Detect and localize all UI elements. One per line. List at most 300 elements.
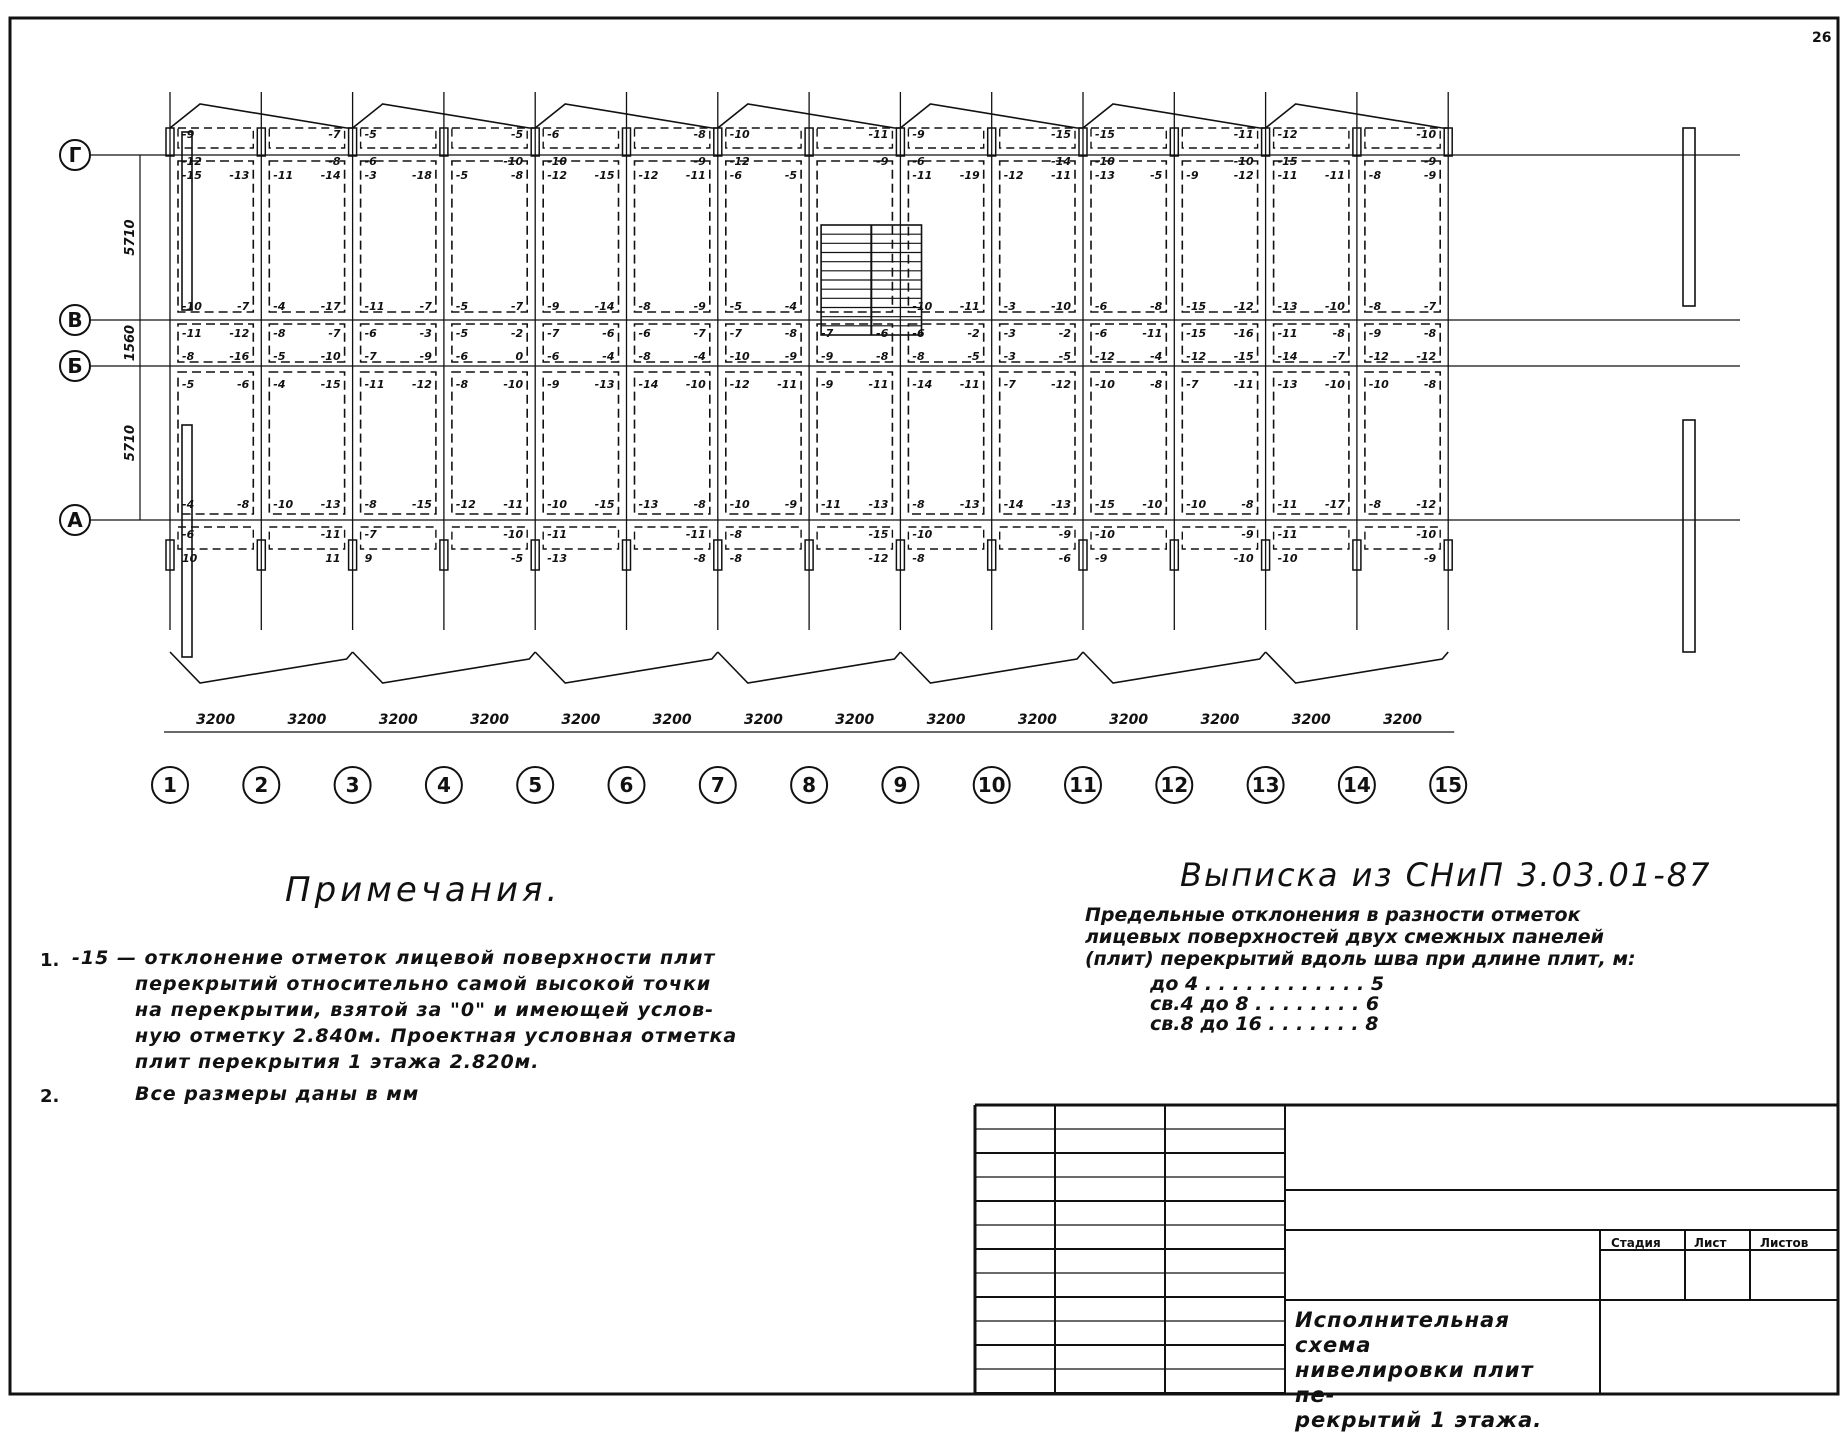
elevation-value: -11 xyxy=(821,498,841,511)
elevation-value: -6 xyxy=(237,378,250,391)
balcony-elevation-value: -9 xyxy=(182,128,195,141)
end-wall-left-bottom xyxy=(182,425,195,657)
note-1-line-3: на перекрытии, взятой за "0" и имеющей услов- xyxy=(135,999,715,1021)
balcony-elevation-value: -5 xyxy=(364,128,377,141)
elevation-value: -6 xyxy=(602,327,615,340)
balcony-elevation-value: -8 xyxy=(693,128,706,141)
stamp-title-line-3: рекрытий 1 этажа. xyxy=(1295,1408,1543,1432)
balcony-elevation-value: -9 xyxy=(1423,155,1437,168)
snip-row-label: св.8 до 16 . . . . . . . xyxy=(1150,1013,1359,1035)
elevation-value: -8 xyxy=(510,169,524,182)
axis-number-label: 10 xyxy=(977,773,1006,797)
elevation-value: -10 xyxy=(912,300,933,313)
elevation-value: -2 xyxy=(510,327,524,340)
elevation-value: -10 xyxy=(320,350,341,363)
snip-row-label: до 4 . . . . . . . . . . . . xyxy=(1150,973,1365,995)
elevation-value: -7 xyxy=(510,300,524,313)
balcony-elevation-value: -9 xyxy=(1241,528,1254,541)
elevation-value: -6 xyxy=(1095,300,1108,313)
elevation-value: -13 xyxy=(320,498,341,511)
balcony-outline-bottom xyxy=(900,652,1083,683)
slab-outline xyxy=(1274,372,1349,514)
balcony-outline-bottom xyxy=(353,652,536,683)
elevation-value: -8 xyxy=(638,350,651,363)
balcony-outline-bottom xyxy=(718,652,901,683)
end-wall-right-bottom xyxy=(1683,420,1695,652)
balcony-elevation-value: -11 xyxy=(320,528,341,541)
elevation-value: -8 xyxy=(182,350,195,363)
elevation-value: -8 xyxy=(1423,327,1437,340)
elevation-value: -4 xyxy=(273,300,286,313)
slab-outline xyxy=(1365,161,1440,312)
elevation-value: -9 xyxy=(1368,327,1382,340)
balcony-elevation-value: 10 xyxy=(182,552,198,565)
dimension-span-text: 3200 xyxy=(196,712,236,728)
balcony-elevation-value: -11 xyxy=(547,528,568,541)
elevation-value: -6 xyxy=(912,327,925,340)
axis-number-label: 12 xyxy=(1160,773,1189,797)
elevation-value: -6 xyxy=(729,169,743,182)
elevation-value: -3 xyxy=(1003,350,1016,363)
dimension-span-text: 3200 xyxy=(1291,712,1331,728)
elevation-value: -11 xyxy=(1325,169,1345,182)
elevation-value: -12 xyxy=(1233,169,1254,182)
elevation-value: -15 xyxy=(594,498,615,511)
elevation-value: -12 xyxy=(1051,378,1071,391)
elevation-value: -15 xyxy=(320,378,341,391)
balcony-elevation-value: -11 xyxy=(685,528,706,541)
elevation-value: -14 xyxy=(638,378,659,391)
elevation-value: -11 xyxy=(364,378,385,391)
stamp-title-line-1: Исполнительная схема xyxy=(1295,1308,1510,1357)
elevation-value: -7 xyxy=(237,300,250,313)
note-1-line-2: перекрытий относительно самой высокой точки xyxy=(135,973,712,995)
elevation-value: -12 xyxy=(547,169,568,182)
elevation-value: -14 xyxy=(912,378,933,391)
balcony-elevation-value: -10 xyxy=(1416,528,1437,541)
balcony-elevation-value: -12 xyxy=(182,155,202,168)
note-1-number: 1. xyxy=(40,950,60,971)
elevation-value: -10 xyxy=(1325,378,1345,391)
balcony-elevation-value: -8 xyxy=(693,552,706,565)
elevation-value: -13 xyxy=(1277,300,1298,313)
slab-outline xyxy=(1274,161,1349,312)
elevation-value: -4 xyxy=(693,350,706,363)
elevation-value: -5 xyxy=(455,327,469,340)
elevation-value: -7 xyxy=(1003,378,1016,391)
elevation-value: -9 xyxy=(821,350,834,363)
dimension-span-text: 3200 xyxy=(470,712,510,728)
elevation-value: -9 xyxy=(821,378,834,391)
elevation-value: -3 xyxy=(1003,300,1016,313)
elevation-value: -5 xyxy=(1058,350,1071,363)
balcony-elevation-value: -15 xyxy=(1277,155,1298,168)
elevation-value: 0 xyxy=(515,350,524,363)
elevation-value: -13 xyxy=(1095,169,1115,182)
elevation-value: -5 xyxy=(1150,169,1163,182)
elevation-value: -12 xyxy=(412,378,432,391)
note-2-number: 2. xyxy=(40,1086,60,1107)
snip-line-2: лицевых поверхностей двух смежных панелей xyxy=(1085,926,1604,948)
balcony-elevation-value: -8 xyxy=(328,155,341,168)
elevation-value: -10 xyxy=(1051,300,1071,313)
slab-outline xyxy=(817,372,892,514)
elevation-value: -17 xyxy=(1325,498,1345,511)
balcony-elevation-value: 11 xyxy=(325,552,341,565)
balcony-elevation-value: -10 xyxy=(1416,128,1437,141)
elevation-value: -12 xyxy=(638,169,659,182)
elevation-value: -10 xyxy=(729,498,750,511)
elevation-value: -13 xyxy=(229,169,250,182)
slab-outline xyxy=(543,372,618,514)
elevation-value: -4 xyxy=(784,300,798,313)
balcony-outline-bottom xyxy=(1083,652,1266,683)
axis-letter-label: А xyxy=(67,508,83,532)
axis-letter-label: В xyxy=(67,308,83,332)
snip-row-value: 8 xyxy=(1365,1013,1379,1035)
sheet-frame xyxy=(10,18,1838,1394)
balcony-elevation-value: -12 xyxy=(1277,128,1298,141)
elevation-value: -3 xyxy=(419,327,432,340)
note-2-text: Все размеры даны в мм xyxy=(135,1083,420,1105)
balcony-outline-bottom xyxy=(170,652,353,683)
balcony-elevation-value: -6 xyxy=(1058,552,1071,565)
elevation-value: -11 xyxy=(685,169,706,182)
elevation-value: -4 xyxy=(273,378,286,391)
elevation-value: -10 xyxy=(547,498,568,511)
elevation-value: -15 xyxy=(412,498,432,511)
axis-number-label: 3 xyxy=(345,773,360,797)
elevation-value: -13 xyxy=(1277,378,1298,391)
elevation-value: -8 xyxy=(1241,498,1254,511)
elevation-value: -11 xyxy=(1277,327,1298,340)
elevation-value: -15 xyxy=(1186,300,1207,313)
balcony-elevation-value: -10 xyxy=(1277,552,1298,565)
balcony-outline-bottom xyxy=(535,652,718,683)
balcony-elevation-value: -10 xyxy=(1095,528,1115,541)
balcony-elevation-value: -12 xyxy=(868,552,889,565)
axis-number-label: 4 xyxy=(436,773,451,797)
balcony-elevation-value: -15 xyxy=(1051,128,1071,141)
elevation-value: -8 xyxy=(1150,300,1163,313)
elevation-value: -7 xyxy=(1332,350,1345,363)
slab-outline xyxy=(635,372,710,514)
elevation-value: -11 xyxy=(1051,169,1071,182)
elevation-value: -9 xyxy=(547,300,560,313)
elevation-value: -8 xyxy=(273,327,286,340)
axis-number-label: 1 xyxy=(163,773,177,797)
elevation-value: -11 xyxy=(1277,498,1298,511)
balcony-elevation-value: -10 xyxy=(912,528,933,541)
slab-outline xyxy=(1000,372,1075,514)
elevation-value: -7 xyxy=(729,327,743,340)
balcony-elevation-value: -11 xyxy=(1233,128,1254,141)
elevation-value: -7 xyxy=(1186,378,1199,391)
elevation-value: -13 xyxy=(959,498,980,511)
elevation-value: -5 xyxy=(455,169,469,182)
balcony-elevation-value: -7 xyxy=(364,528,377,541)
balcony-elevation-value: -8 xyxy=(729,552,743,565)
elevation-value: -11 xyxy=(959,378,980,391)
elevation-value: -14 xyxy=(594,300,615,313)
elevation-value: -11 xyxy=(364,300,385,313)
axis-number-label: 14 xyxy=(1342,773,1371,797)
axis-number-label: 13 xyxy=(1251,773,1280,797)
slab-outline xyxy=(269,372,344,514)
elevation-value: -5 xyxy=(455,300,469,313)
axis-letter-label: Г xyxy=(68,143,82,167)
balcony-elevation-value: -9 xyxy=(912,128,925,141)
slab-outline xyxy=(908,372,983,514)
balcony-elevation-value: -6 xyxy=(547,128,560,141)
elevation-value: -8 xyxy=(912,350,925,363)
elevation-value: -3 xyxy=(364,169,377,182)
snip-row-value: 5 xyxy=(1370,973,1385,995)
elevation-value: -7 xyxy=(1423,300,1437,313)
elevation-value: -5 xyxy=(729,300,743,313)
elevation-value: -11 xyxy=(1233,378,1254,391)
balcony-elevation-value: -14 xyxy=(1051,155,1071,168)
elevation-value: -10 xyxy=(1186,498,1207,511)
elevation-value: -8 xyxy=(1368,498,1382,511)
dimension-span-text: 3200 xyxy=(926,712,966,728)
elevation-value: -4 xyxy=(602,350,615,363)
balcony-elevation-value: -9 xyxy=(1095,552,1108,565)
elevation-value: -8 xyxy=(1150,378,1163,391)
elevation-value: -10 xyxy=(1142,498,1163,511)
axis-number-label: 8 xyxy=(802,773,817,797)
snip-row-label: св.4 до 8 . . . . . . . . xyxy=(1150,993,1360,1015)
elevation-value: -5 xyxy=(967,350,980,363)
balcony-elevation-value: -8 xyxy=(729,528,743,541)
elevation-value: -5 xyxy=(273,350,286,363)
balcony-elevation-value: -6 xyxy=(182,528,195,541)
elevation-value: -7 xyxy=(693,327,706,340)
elevation-value: -15 xyxy=(1233,350,1254,363)
elevation-value: -9 xyxy=(547,378,560,391)
slab-outline xyxy=(726,372,801,514)
note-1-line-4: ную отметку 2.840м. Проектная условная отметка xyxy=(135,1025,738,1047)
balcony-elevation-value: 9 xyxy=(364,552,373,565)
dimension-span-text: 3200 xyxy=(378,712,418,728)
slab-outline xyxy=(1091,161,1166,312)
elevation-value: -12 xyxy=(1416,350,1437,363)
snip-text xyxy=(1085,904,1745,970)
balcony-elevation-value: -6 xyxy=(912,155,925,168)
elevation-value: -6 xyxy=(876,327,889,340)
snip-line-1: Предельные отклонения в разности отметок xyxy=(1085,904,1581,926)
elevation-value: -8 xyxy=(364,498,377,511)
elevation-value: -8 xyxy=(1368,169,1382,182)
slab-outline xyxy=(726,161,801,312)
axis-number-label: 6 xyxy=(619,773,634,797)
elevation-value: -9 xyxy=(1186,169,1199,182)
snip-row-value: 6 xyxy=(1365,993,1380,1015)
elevation-value: -8 xyxy=(912,498,925,511)
notes-title: Примечания. xyxy=(285,870,562,910)
elevation-value: -12 xyxy=(455,498,476,511)
elevation-value: -12 xyxy=(1186,350,1207,363)
axis-letter-label: Б xyxy=(67,354,83,378)
dimension-vertical-text: 5710 xyxy=(123,219,138,256)
elevation-value: -6 xyxy=(364,327,377,340)
elevation-value: -8 xyxy=(455,378,469,391)
dimension-span-text: 3200 xyxy=(743,712,783,728)
elevation-value: -10 xyxy=(503,378,524,391)
elevation-value: -9 xyxy=(1423,169,1437,182)
axis-number-label: 9 xyxy=(893,773,908,797)
elevation-value: -12 xyxy=(1003,169,1024,182)
balcony-elevation-value: -10 xyxy=(503,155,524,168)
elevation-value: -10 xyxy=(1368,378,1389,391)
elevation-value: -12 xyxy=(729,378,750,391)
slab-outline xyxy=(269,161,344,312)
balcony-elevation-value: -9 xyxy=(1423,552,1437,565)
elevation-value: -14 xyxy=(1003,498,1024,511)
elevation-value: -8 xyxy=(693,498,706,511)
slab-outline xyxy=(452,372,527,514)
balcony-elevation-value: -15 xyxy=(1095,128,1115,141)
slab-outline xyxy=(452,161,527,312)
elevation-value: -8 xyxy=(1332,327,1345,340)
elevation-value: -17 xyxy=(320,300,341,313)
slab-outline xyxy=(361,372,436,514)
balcony-elevation-value: -10 xyxy=(503,528,524,541)
dimension-span-text: 3200 xyxy=(1109,712,1149,728)
elevation-value: -15 xyxy=(182,169,202,182)
balcony-elevation-value: -10 xyxy=(1233,155,1254,168)
dimension-span-text: 3200 xyxy=(1200,712,1240,728)
balcony-elevation-value: -6 xyxy=(364,155,377,168)
elevation-value: -13 xyxy=(868,498,889,511)
dimension-vertical-text: 1560 xyxy=(123,324,138,362)
elevation-value: -14 xyxy=(320,169,341,182)
snip-line-3: (плит) перекрытий вдоль шва при длине плит, м: xyxy=(1085,948,1636,970)
elevation-value: -2 xyxy=(1058,327,1071,340)
balcony-elevation-value: -10 xyxy=(1095,155,1115,168)
elevation-value: -13 xyxy=(1051,498,1071,511)
axis-number-label: 15 xyxy=(1434,773,1463,797)
axis-number-label: 5 xyxy=(528,773,543,797)
balcony-elevation-value: -8 xyxy=(912,552,925,565)
axis-number-label: 11 xyxy=(1069,773,1097,797)
elevation-value: -12 xyxy=(1368,350,1389,363)
slab-outline xyxy=(1091,372,1166,514)
elevation-value: -9 xyxy=(419,350,432,363)
snip-row-1 xyxy=(1150,973,1384,995)
balcony-elevation-value: -5 xyxy=(510,552,524,565)
elevation-value: -15 xyxy=(594,169,615,182)
elevation-value: -15 xyxy=(1186,327,1207,340)
elevation-value: -11 xyxy=(1277,169,1298,182)
stamp-title-line-2: нивелировки плит пе- xyxy=(1295,1358,1534,1407)
page-number: 26 xyxy=(1812,30,1832,46)
elevation-value: -6 xyxy=(638,327,651,340)
elevation-value: -9 xyxy=(784,350,798,363)
snip-row-2 xyxy=(1150,993,1379,1015)
elevation-value: -12 xyxy=(1095,350,1115,363)
balcony-elevation-value: -5 xyxy=(510,128,524,141)
slab-outline xyxy=(1000,161,1075,312)
elevation-value: -11 xyxy=(959,300,980,313)
stamp-header-sheets: Листов xyxy=(1760,1236,1809,1250)
balcony-elevation-value: -9 xyxy=(1058,528,1071,541)
dimension-span-text: 3200 xyxy=(287,712,327,728)
elevation-value: -8 xyxy=(784,327,798,340)
elevation-value: -4 xyxy=(182,498,195,511)
elevation-value: -3 xyxy=(1003,327,1016,340)
elevation-value: -8 xyxy=(876,350,889,363)
elevation-value: -5 xyxy=(784,169,798,182)
elevation-value: -11 xyxy=(182,327,202,340)
balcony-elevation-value: -13 xyxy=(547,552,568,565)
balcony-elevation-value: -10 xyxy=(729,128,750,141)
balcony-elevation-value: -9 xyxy=(693,155,706,168)
note-1-line-5: плит перекрытия 1 этажа 2.820м. xyxy=(135,1051,540,1073)
elevation-value: -7 xyxy=(821,327,834,340)
elevation-value: -11 xyxy=(273,169,294,182)
elevation-value: -7 xyxy=(328,327,341,340)
elevation-value: -16 xyxy=(229,350,250,363)
elevation-value: -12 xyxy=(229,327,250,340)
elevation-value: -5 xyxy=(182,378,195,391)
elevation-value: -7 xyxy=(364,350,377,363)
elevation-value: -11 xyxy=(777,378,798,391)
elevation-value: -9 xyxy=(784,498,798,511)
dimension-span-text: 3200 xyxy=(652,712,692,728)
stamp-header-sheet: Лист xyxy=(1694,1236,1727,1250)
stamp-title xyxy=(1295,1308,1570,1433)
balcony-elevation-value: -15 xyxy=(868,528,889,541)
elevation-value: -8 xyxy=(237,498,250,511)
dimension-span-text: 3200 xyxy=(561,712,601,728)
elevation-value: -11 xyxy=(503,498,524,511)
elevation-value: -10 xyxy=(685,378,706,391)
elevation-value: -8 xyxy=(1423,378,1437,391)
elevation-value: -8 xyxy=(1368,300,1382,313)
elevation-value: -11 xyxy=(1142,327,1163,340)
elevation-value: -14 xyxy=(1277,350,1298,363)
axis-number-label: 7 xyxy=(710,773,725,797)
elevation-value: -11 xyxy=(868,378,889,391)
dimension-span-text: 3200 xyxy=(835,712,875,728)
note-1-line-1: -15 — отклонение отметок лицевой поверхности плит xyxy=(72,947,716,969)
elevation-value: -7 xyxy=(547,327,560,340)
elevation-value: -19 xyxy=(959,169,980,182)
dimension-vertical-text: 5710 xyxy=(123,424,138,462)
elevation-value: -4 xyxy=(1150,350,1163,363)
dimension-span-text: 3200 xyxy=(1017,712,1057,728)
slab-outline xyxy=(543,161,618,312)
stamp-header-stage: Стадия xyxy=(1611,1236,1661,1250)
dimension-span-text: 3200 xyxy=(1383,712,1423,728)
floor-plan xyxy=(60,92,1740,803)
elevation-value: -10 xyxy=(182,300,202,313)
balcony-elevation-value: -9 xyxy=(876,155,889,168)
elevation-value: -8 xyxy=(638,300,651,313)
slab-outline xyxy=(178,161,253,312)
elevation-value: -6 xyxy=(455,350,469,363)
elevation-value: -9 xyxy=(693,300,706,313)
balcony-elevation-value: -7 xyxy=(328,128,341,141)
balcony-elevation-value: -10 xyxy=(547,155,568,168)
balcony-elevation-value: -11 xyxy=(868,128,889,141)
slab-outline xyxy=(361,161,436,312)
elevation-value: -13 xyxy=(638,498,659,511)
elevation-value: -11 xyxy=(912,169,933,182)
elevation-value: -10 xyxy=(1095,378,1115,391)
elevation-value: -15 xyxy=(1095,498,1115,511)
